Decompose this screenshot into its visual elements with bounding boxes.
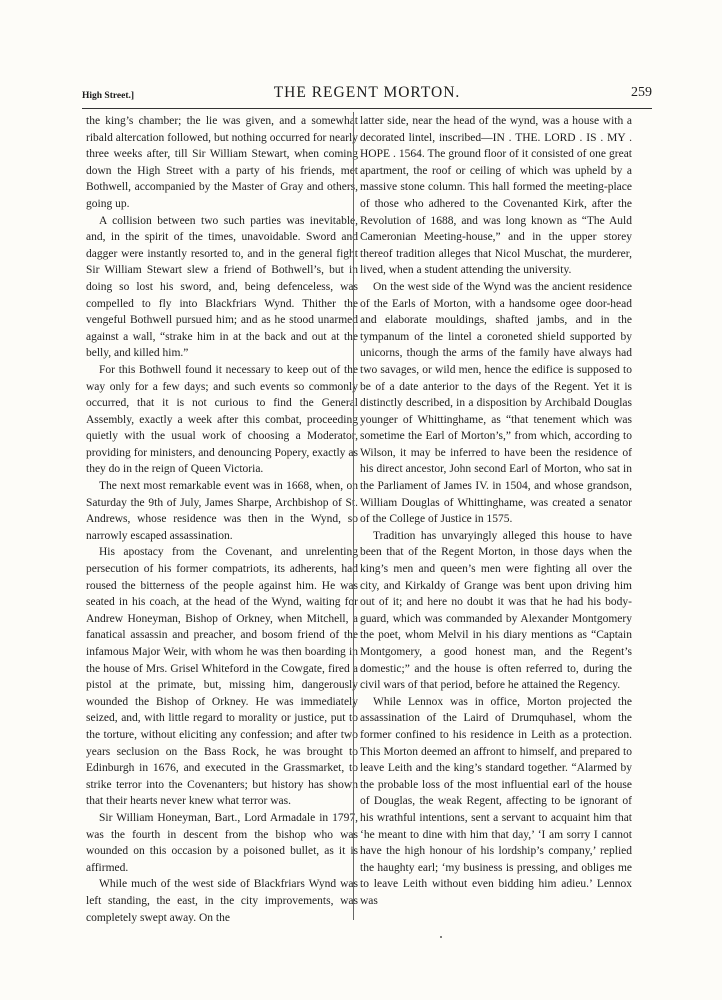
right-column-paragraph: Tradition has unvaryingly alleged this house to have been that of the Regent Morton, in those days when the king’s men and queen’s men were fighting all over the city, and Kirkaldy of Grange was bent upon driving him out of it; and here no doubt it was that he had his body-guard, which was commanded by Alexander Montgomery the poet, whom Melvil in his diary mentions as “Captain Montgomery, a good honest man, and the Regent’s domestic;” and the house is often referred to, during the civil wars of that period, before he attained the Regency. bbox=[360, 529, 632, 692]
left-column-paragraph: For this Bothwell found it necessary to keep out of the way only for a few days; and such events so commonly occurred, that it is not curious to find the General Assembly, exactly a week after this combat, proceeding quietly with the usual work of choosing a Moderator, providing for ministers, and denouncing Popery, exactly as they do in the reign of Queen Victoria. bbox=[86, 363, 358, 476]
left-column-paragraph: Sir William Honeyman, Bart., Lord Armadale in 1797, was the fourth in descent from the bishop who was wounded on this occasion by a poisoned bullet, as it is affirmed. bbox=[86, 811, 358, 874]
page-number: 259 bbox=[631, 85, 652, 100]
left-column-paragraph: His apostacy from the Covenant, and unrelenting persecution of his former compatriots, its adherents, had roused the bitterness of the people against him. He was seated in his coach, at the head of the Wynd, waiting for Andrew Honeyman, Bishop of Orkney, when Mitchell, a fanatical assassin and preacher, and bosom friend of the infamous Major Weir, with whom he was then boarding in the house of Mrs. Grisel Whiteford in the Cowgate, fired a pistol at the primate, but, missing him, dangerously wounded the Bishop of Orkney. He was immediately seized, and, with little regard to morality or justice, put to the torture, without eliciting any confession; and after two years seclusion on the Bass Rock, he was brought to Edinburgh in 1676, and executed in the Grassmarket, to strike terror into the Covenanters; but history has shown that their hearts never knew what terror was. bbox=[86, 546, 358, 808]
left-column-paragraph: While much of the west side of Blackfriars Wynd was left standing, the east, in the city improvements, was completely swept away. On the bbox=[86, 878, 358, 924]
right-column-paragraph: On the west side of the Wynd was the ancient residence of the Earls of Morton, with a handsome ogee door-head and elaborate mouldings, shafted jambs, and in the tympanum of the lintel a coroneted shield supported by unicorns, though the arms of the family have always had two savages, or wild men, hence the edifice is supposed to be of a date anterior to the days of the Regent. Yet it is distinctly described, in a disposition by Archibald Douglas younger of Whittinghame, as “that tenement which was sometime the Earl of Morton’s,” from which, according to Wilson, it may be inferred to have been the residence of his direct ancestor, John second Earl of Morton, who sat in the Parliament of James IV. in 1504, and whose grandson, William Douglas of Whittinghame, was created a senator of the College of Justice in 1575. bbox=[360, 280, 632, 526]
right-column-paragraph: While Lennox was in office, Morton projected the assassination of the Laird of Drumquhasel, whom the former confined to his residence in Leith as a protection. This Morton deemed an affront to himself, and prepared to leave Leith and the king’s standard together. “Alarmed by the probable loss of the most influential earl of the house of Douglas, the weak Regent, affecting to be ignorant of his wrathful intentions, sent a servant to acquaint him that ‘he meant to dine with him that day,’ ‘I am sorry I cannot have the high honour of his lordship’s company,’ replied the haughty earl; ‘my business is pressing, and obliges me to leave Leith without even bidding him adieu.’ Lennox was bbox=[360, 695, 632, 907]
left-column-paragraph: The next most remarkable event was in 1668, when, on Saturday the 9th of July, James Sharpe, Archbishop of St. Andrews, whose residence was then in the Wynd, so narrowly escaped assassination. bbox=[86, 480, 358, 542]
column-divider bbox=[353, 112, 354, 920]
printer-mark bbox=[440, 936, 442, 938]
section-label: High Street.] bbox=[82, 91, 135, 101]
left-column bbox=[86, 113, 358, 926]
page-title: THE REGENT MORTON. bbox=[273, 84, 461, 101]
header-rule bbox=[82, 108, 652, 109]
left-column-paragraph: the king’s chamber; the lie was given, and a somewhat ribald altercation followed, but nothing occurred for nearly three weeks after, till Sir William Stewart, when coming down the High Street with a party of his friends, met Bothwell, accompanied by the Master of Gray and others, going up. bbox=[86, 115, 358, 210]
right-column-paragraph: latter side, near the head of the wynd, was a house with a decorated lintel, inscribed—IN . THE. LORD . IS . MY . HOPE . 1564. The ground floor of it consisted of one great apartment, the roof or ceiling of which was upheld by a massive stone column. This hall formed the meeting-place of those who adhered to the Covenanted Kirk, after the Revolution of 1688, and was long known as “The Auld Cameronian Meeting-house,” and in the upper storey thereof tradition alleges that Nicol Muschat, the murderer, lived, when a student attending the university. bbox=[360, 115, 632, 277]
left-column-paragraph: A collision between two such parties was inevitable, and, in the spirit of the times, unavoidable. Sword and dagger were instantly resorted to, and in the general fight Sir William Stewart slew a friend of Bothwell’s, but in doing so lost his sword, and, being defenceless, was compelled to fly into Blackfriars Wynd. Thither the vengeful Bothwell pursued him; and as he stood unarmed against a wall, “strake him in at the back and out at the belly, and killed him.” bbox=[86, 214, 358, 360]
right-column bbox=[360, 113, 632, 910]
running-head bbox=[82, 82, 652, 106]
